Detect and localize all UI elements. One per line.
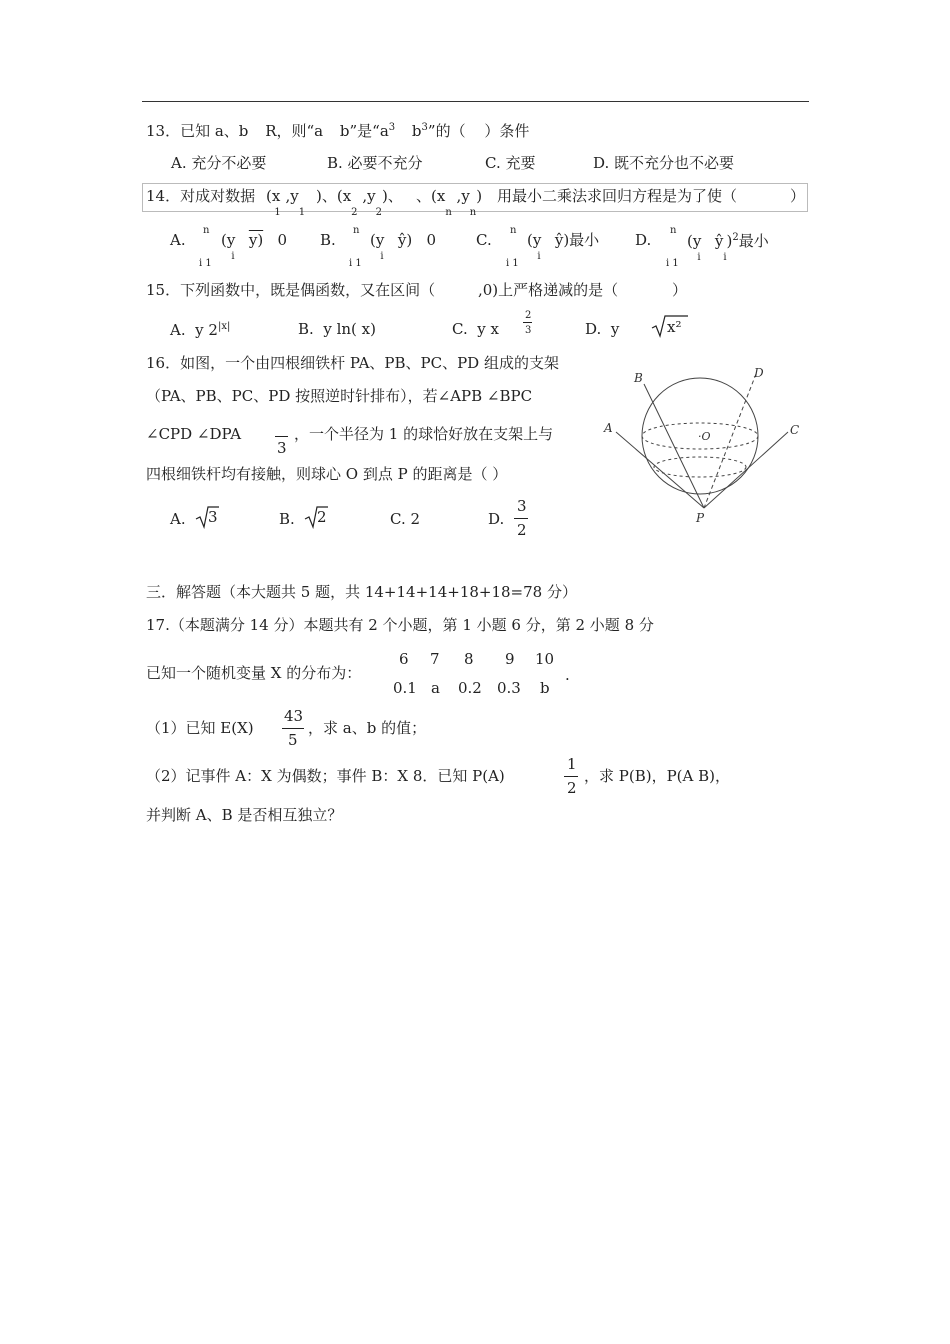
q14-var: (y: [687, 232, 702, 250]
q16-option-c: C. 2: [390, 510, 421, 528]
q17-dist-prob: 0.1: [393, 679, 417, 697]
q14-pair-2: )、($x_2$ $,y_2$)、: [316, 187, 403, 218]
fig-label-a: A: [604, 421, 613, 435]
q17-dist-value: 9: [505, 650, 515, 668]
q13-exp: 3: [421, 122, 428, 133]
q16-line-4: 四根细铁杆均有接触，则球心 O 到点 P 的距离是（ ）: [146, 465, 508, 483]
q16-a-radicand: 3: [208, 508, 218, 526]
q17-dist-prob: a: [431, 679, 440, 697]
q17-part1-a: （1）已知 E(X): [146, 719, 254, 737]
fig-label-d: D: [754, 366, 764, 380]
fig-label-o: ·O: [698, 430, 711, 443]
q16-d-den: 2: [517, 521, 527, 539]
q14-zero: 0: [426, 231, 437, 249]
q15-expr: y 2: [195, 321, 218, 339]
q14-sub: n: [469, 207, 477, 218]
q15-expr: y x: [477, 320, 499, 338]
q15-label: A.: [170, 321, 186, 339]
q15-label: C.: [452, 320, 468, 338]
q14-var: (y: [370, 231, 385, 249]
q15-expr: y: [610, 320, 620, 338]
q14-sub: i: [380, 251, 384, 262]
q14-pair-text: )、: [381, 187, 403, 205]
q17-dist-end: .: [565, 666, 570, 684]
q14-sub: i: [537, 251, 541, 262]
q13-stem-part: ）条件: [484, 122, 530, 140]
q14-sub: 1: [274, 207, 281, 218]
q15-stem-c: ）: [672, 281, 688, 299]
q14-c-expr: [527, 231, 600, 262]
q14-a-expr: [221, 231, 288, 262]
q14-pair-text: (x: [266, 187, 281, 205]
q17-part2-bar: [564, 776, 578, 777]
q16-frac-bar: [275, 436, 288, 437]
q15-option-c: [452, 322, 499, 337]
fig-label-b: B: [634, 371, 643, 385]
q14-sub: n: [445, 207, 452, 218]
q14-pair-text: y: [367, 187, 376, 205]
q14-sum-bottom: i 1: [666, 258, 679, 269]
q17-dist-value: 8: [464, 650, 474, 668]
q14-pair-n: 、($x_n$ $,y_n$): [416, 187, 483, 218]
q14-pair-text: )、(x: [316, 187, 352, 205]
fig-label-c: C: [790, 423, 800, 437]
q15-c-exp-den: 3: [525, 325, 532, 336]
q16-d-bar: [514, 518, 528, 519]
q17-dist-prob: b: [540, 679, 550, 697]
q14-pair-text: 、(x: [416, 187, 446, 205]
q13-exp: 3: [388, 122, 396, 133]
q15-label: B.: [298, 320, 314, 338]
header-rule: [142, 101, 809, 102]
q16-d-num: 3: [517, 497, 527, 515]
q16-line-3a: ∠CPD ∠DPA: [146, 425, 242, 443]
q17-part1-num: 43: [284, 707, 304, 725]
q14-stem-suffix: 用最小二乘法求回归方程是为了使（: [497, 187, 738, 205]
q14-option-a-label: A.: [170, 231, 186, 249]
q14-sub: i: [723, 252, 727, 263]
q16-frac-den: 3: [277, 439, 287, 457]
q14-stem-close: ）: [790, 187, 806, 205]
q14-sum-top: n: [670, 225, 677, 236]
q14-tail: 最小: [738, 232, 769, 250]
q17-part2-b: ，求 P(B)，P(A B)，: [584, 767, 731, 785]
q14-var: (y: [527, 231, 542, 249]
q14-sub: 2: [375, 207, 382, 218]
q14-sum-top: n: [510, 225, 517, 236]
q17-head: 17.（本题满分 14 分）本题共有 2 个小题，第 1 小题 6 分，第 2 小题 8 分: [146, 616, 654, 634]
q14-yhat: ŷ: [714, 232, 724, 250]
q17-dist-prob: 0.3: [497, 679, 521, 697]
q17-part2-num: 1: [567, 755, 577, 773]
q14-yhat: ŷ): [397, 231, 413, 249]
q16-line-3b: ，一个半径为 1 的球恰好放在支架上与: [294, 425, 554, 443]
q13-stem-part: b”是“a: [339, 122, 389, 140]
q15-option-a: [170, 322, 230, 338]
q15-c-exp-bar: [523, 322, 532, 323]
q14-sub: 1: [298, 207, 306, 218]
q17-dist-value: 10: [535, 650, 555, 668]
q14-var: (y: [221, 231, 236, 249]
q17-dist-value: 7: [430, 650, 440, 668]
q13-stem-part: b: [411, 122, 422, 140]
q16-line-1: 16．如图，一个由四根细铁杆 PA、PB、PC、PD 组成的支架: [146, 354, 559, 372]
q14-sum-top: n: [353, 225, 360, 236]
q15-expr: y ln( x): [323, 320, 376, 338]
q14-zero: 0: [277, 231, 288, 249]
q14-yhat: ŷ): [554, 231, 570, 249]
q15-exp: |x|: [217, 321, 231, 332]
q14-sum-bottom: i 1: [199, 258, 212, 269]
q15-stem-b: ,0)上严格递减的是（: [478, 281, 619, 299]
q13-stem-part: ”的（: [427, 122, 466, 140]
q13-option-b: B. 必要不充分: [327, 154, 423, 172]
q14-sub: i: [697, 252, 701, 263]
q16-option-a: A.: [170, 510, 186, 528]
q16-option-b: B.: [279, 510, 295, 528]
q17-part2-c: 并判断 A、B 是否相互独立？: [146, 806, 343, 824]
q17-part1-den: 5: [288, 731, 298, 749]
q14-pair-1: ($x_1$ $,y_1$: [266, 187, 306, 218]
q14-option-d-label: D.: [635, 231, 652, 249]
q15-option-b: [298, 322, 376, 337]
q16-option-d: D.: [488, 510, 505, 528]
q14-stem-prefix: 14．对成对数据: [146, 187, 256, 205]
q17-dist-prob: 0.2: [458, 679, 482, 697]
q14-pair-text: y: [461, 187, 470, 205]
q13-stem-part: 13．已知 a、b: [146, 122, 249, 140]
q15-label: D.: [585, 320, 602, 338]
q14-pair-text: y: [290, 187, 299, 205]
q14-sum-top: n: [203, 225, 210, 236]
q17-part1-bar: [282, 728, 304, 729]
q14-d-expr: ($y_i$ $ŷ_i)^2$最小: [687, 232, 769, 263]
q13-stem-part: R，则“a: [265, 122, 324, 140]
q14-square: 2: [732, 232, 739, 243]
q14-pair-text: ): [476, 187, 483, 205]
q16-line-2: （PA、PB、PC、PD 按照逆时针排布），若∠APB ∠BPC: [146, 387, 533, 405]
q17-part2-den: 2: [567, 779, 577, 797]
q17-dist-value: 6: [399, 650, 409, 668]
q14-sub: 2: [351, 207, 358, 218]
q15-option-d: [585, 322, 619, 337]
q17-part1-b: ，求 a、b 的值；: [308, 719, 427, 737]
q16-b-radicand: 2: [317, 508, 327, 526]
q13-stem: [146, 123, 529, 139]
q16-figure: [596, 360, 812, 528]
section-3-heading: 三．解答题（本大题共 5 题，共 14+14+14+18+18=78 分）: [146, 583, 577, 601]
q17-part2-a: （2）记事件 A：X 为偶数；事件 B：X 8．已知 P(A): [146, 767, 505, 785]
q13-option-d: D. 既不充分也不必要: [593, 154, 735, 172]
q14-option-c-label: C.: [476, 231, 492, 249]
q14-b-expr: [370, 231, 437, 262]
q15-d-radicand: x²: [667, 318, 682, 336]
fig-label-p: P: [696, 511, 705, 525]
q14-sub: i: [231, 251, 235, 262]
q14-ybar: y): [248, 231, 264, 249]
q14-tail: 最小: [569, 231, 600, 249]
q14-sum-bottom: i 1: [349, 258, 362, 269]
q17-dist-text: 已知一个随机变量 X 的分布为：: [146, 664, 362, 682]
q14-option-b-label: B.: [320, 231, 336, 249]
q13-option-c: C. 充要: [485, 154, 536, 172]
q14-sum-bottom: i 1: [506, 258, 519, 269]
q13-option-a: A. 充分不必要: [171, 154, 267, 172]
q15-stem-a: 15．下列函数中，既是偶函数，又在区间（: [146, 281, 436, 299]
q15-c-exp-num: 2: [525, 310, 532, 321]
